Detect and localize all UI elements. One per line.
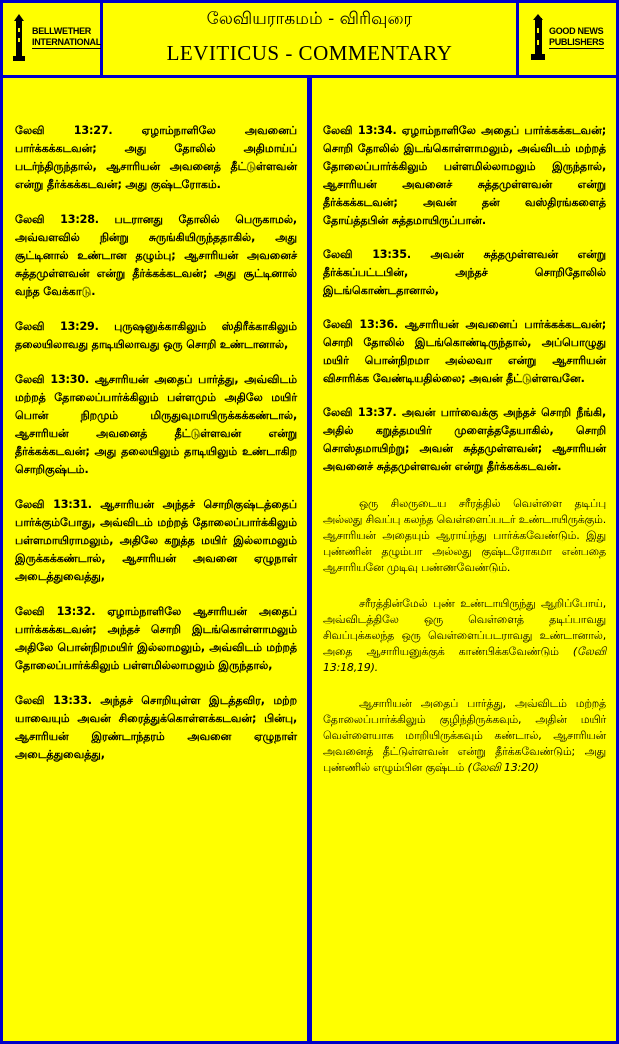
verse-13-27: லேவி 13:27. ஏழாம்நாளிலே அவனைப் பார்க்கக்கடவன்; அது தோலில் அதிமாய்ப் படர்ந்திருந்தால், ஆசாரியன் அவனைத் தீட்டுள்ளவன் என்று தீர்க்கக்கடவன்; அது குஷ்டரோகம். (15, 124, 297, 191)
verse-13-36: லேவி 13:36. ஆசாரியன் அவனைப் பார்க்கக்கடவன்; சொறி தோலில் இடங்கொண்டிருந்தால், அப்பொழுது மயிர் பொன்நிறமா அல்லவா என்று ஆசாரியன் விசாரிக்க வேண்டியதில்லை; அவன் தீட்டுள்ளவனே. (323, 318, 606, 385)
commentary-3-text: ஆசாரியன் அதைப் பார்த்து, அவ்விடம் மற்றத் தோலைப்பார்க்கிலும் குழிந்திருக்கவும், அதின் மயிர் வெள்ளையாக மாறியிருக்கவும் கண்டால், ஆசாரியன் அவனைத் தீட்டுள்ளவன் என்று தீர்க்கவேண்டும்; அது புண்ணில் எழும்பின குஷ்டம் (323, 697, 606, 774)
logo-left-line2: INTERNATIONAL (32, 37, 101, 47)
good-news-logo-text (549, 26, 604, 49)
commentary-paragraph-1 (323, 496, 606, 576)
bellwether-logo-text (32, 26, 101, 49)
verse-13-29: லேவி 13:29. புருஷனுக்காகிலும் ஸ்திரீக்காகிலும் தலையிலாவது தாடியிலாவது ஒரு சொறி உண்டானால், (15, 320, 297, 351)
commentary-paragraph-3 (323, 696, 606, 776)
title-area (103, 0, 516, 75)
good-news-logo (516, 0, 619, 75)
page-header (0, 0, 619, 78)
logo-left-line1: BELLWETHER (32, 26, 91, 36)
logo-right-line2: PUBLISHERS (549, 37, 605, 47)
bellwether-logo (0, 0, 103, 75)
tower-icon (527, 14, 549, 62)
verse-13-32: லேவி 13:32. ஏழாம்நாளிலே ஆசாரியன் அதைப் பார்க்கக்கடவன்; அந்தச் சொறி இடங்கொள்ளாமலும் அதிலே பொன்நிறமயிர் இல்லாமலும், அவ்விடம் மற்றத் தோலைப்பார்க்கிலும் பள்ளமில்லாமலும் இருந்தால், (15, 605, 297, 672)
verse-13-31: லேவி 13:31. ஆசாரியன் அந்தச் சொறிகுஷ்டத்தைப் பார்க்கும்போது, அவ்விடம் மற்றத் தோலைப்பார்க்கிலும் பள்ளமாயிராமலும், அதிலே கறுத்த மயிர் இல்லாமலும் இருக்கக்கண்டால், ஆசாரியன் அவனை ஏழுநாள் அடைத்துவைத்து, (15, 498, 297, 583)
commentary-paragraph-2 (323, 596, 606, 676)
commentary-2-text: சரீரத்தின்மேல் புண் உண்டாயிருந்து ஆறிப்போய், அவ்விடத்திலே ஒரு வெள்ளைத் தடிப்பாவது சிவப்புக்கலந்த ஒரு வெள்ளைப்படராவது உண்டானால், அதை ஆசாரியனுக்குக் காண்பிக்கவேண்டும் (323, 597, 606, 658)
right-column (309, 78, 619, 1044)
title-tamil: லேவியராகமம் - விரிவுரை (206, 9, 413, 29)
title-english: LEVITICUS - COMMENTARY (166, 41, 453, 65)
commentary-2-reference: (லேவி 13:18,19). (323, 645, 607, 674)
verse-13-34: லேவி 13:34. ஏழாம்நாளிலே அதைப் பார்க்கக்கடவன்; சொறி தோலில் இடங்கொள்ளாமலும், அவ்விடம் மற்றத் தோலைப்பார்க்கிலும் பள்ளமில்லாமலும் இருந்தால், ஆசாரியன் அவனைச் சுத்தமுள்ளவன் என்று தீர்க்கக்கடவன்; அவன் தன் வஸ்திரங்களைத் தோய்த்தபின் சுத்தமாயிருப்பான். (323, 124, 606, 227)
verse-13-33: லேவி 13:33. அந்தச் சொறியுள்ள இடத்தவிர, மற்ற யாவையும் அவன் சிரைத்துக்கொள்ளக்கடவன்; பின்பு, ஆசாரியன் இரண்டாந்தரம் அவனை ஏழுநாள் அடைத்துவைத்து, (15, 694, 297, 761)
left-column (0, 78, 310, 1044)
commentary-1-text: ஒரு சிலருடைய சரீரத்தில் வெள்ளை தடிப்பு அல்லது சிவப்பு கலந்த வெள்ளைப்படர் உண்டாயிருக்கும். ஆசாரியன் அதையும் ஆராய்ந்து பார்க்கவேண்டும். இது புண்ணின் தழும்பா அல்லது குஷ்டரோகமா என்பதை ஆசாரியனே முடிவு பண்ணவேண்டும். (323, 497, 606, 574)
verse-13-28: லேவி 13:28. படரானது தோலில் பெருகாமல், அவ்வளவில் நின்று சுருங்கியிருந்ததாகில், அது சூட்டினால் உண்டான தழும்பு; ஆசாரியன் அவனைச் சுத்தமுள்ளவன் என்று தீர்க்கக்கடவன்; அது சூட்டினால் வந்த வேக்காடு. (15, 213, 297, 298)
bell-tower-icon (10, 14, 32, 62)
verse-13-30: லேவி 13:30. ஆசாரியன் அதைப் பார்த்து, அவ்விடம் மற்றத் தோலைப்பார்க்கிலும் பள்ளமும் அதிலே மயிர் பொன் நிறமும் மிருதுவுமாயிருக்கக்கண்டால், ஆசாரியன் அவனைத் தீட்டுள்ளவன் என்று தீர்க்கக்கடவன்; அது தலையிலும் தாடியிலும் உண்டாகிற சொறிகுஷ்டம். (15, 373, 297, 476)
verse-13-37: லேவி 13:37. அவன் பார்வைக்கு அந்தச் சொறி நீங்கி, அதில் கறுத்தமயிர் முளைத்ததேயாகில், சொறி சொஸ்தமாயிற்று; அவன் சுத்தமுள்ளவன்; ஆசாரியன் அவனைச் சுத்தமுள்ளவன் என்று தீர்க்கக்கடவன். (323, 406, 606, 473)
verse-13-35: லேவி 13:35. அவன் சுத்தமுள்ளவன் என்று தீர்க்கப்பட்டபின், அந்தச் சொறிதோலில் இடங்கொண்டதானால், (323, 248, 606, 297)
logo-right-line1: GOOD NEWS (549, 26, 604, 36)
commentary-3-reference: (லேவி 13:20) (467, 761, 539, 774)
